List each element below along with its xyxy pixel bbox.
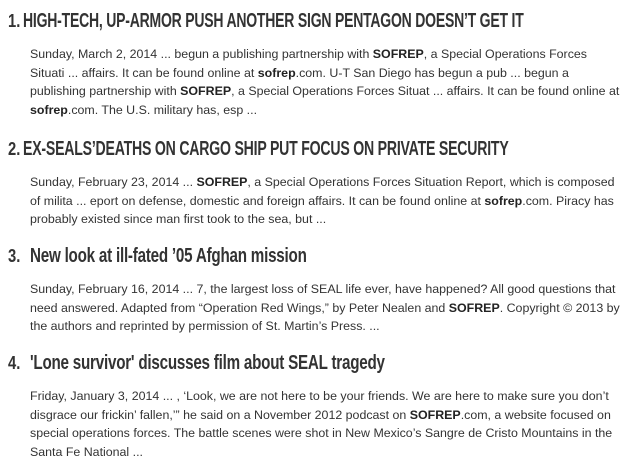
snippet-keyword: SOFREP xyxy=(372,47,424,61)
result-title-link[interactable]: New look at ill-fated ’05 Afghan mission xyxy=(30,245,307,267)
snippet-keyword: sofrep xyxy=(484,193,523,208)
result-title-row xyxy=(8,10,622,40)
result-title-row xyxy=(8,245,622,275)
snippet-text: .com. U-T San Diego has begun a pub ... begun a publishing partnership with xyxy=(30,65,569,98)
result-number: 2. xyxy=(8,139,21,159)
search-result xyxy=(8,352,622,461)
result-title-row xyxy=(8,352,622,382)
search-result xyxy=(8,10,622,119)
snippet-keyword: sofrep xyxy=(257,65,296,80)
search-result xyxy=(8,245,622,336)
result-number: 3. xyxy=(8,246,21,266)
result-number: 4. xyxy=(8,353,21,373)
result-title-row xyxy=(8,138,622,168)
snippet-text: Sunday, February 16, 2014 ... 7, the largest loss of SEAL life ever, have happened? All good questions that need answered. Adapted from “Operation Red Wings,” by Peter Nealen and xyxy=(30,282,616,315)
snippet-text: , a Special Operations Forces Situation Report, which is composed of milita ... eport on defense, domestic and foreign affairs. It can be found online at xyxy=(30,175,615,208)
snippet-keyword: SOFREP xyxy=(196,175,248,189)
snippet-text: .com, a website focused on special operations forces. The battle scenes were shot in New Mexico’s Sangre de Cristo Mountains in the Santa Fe National ... xyxy=(30,407,613,459)
result-snippet xyxy=(30,280,622,336)
snippet-text: Friday, January 3, 2014 ... , ‘Look, we are not here to be your friends. We are here to make sure you don’t disgrace our frickin’ fallen,’” he said on a November 2012 podcast on xyxy=(30,389,609,422)
snippet-keyword: SOFREP xyxy=(409,407,461,422)
snippet-text: Sunday, February 23, 2014 ... xyxy=(30,175,197,189)
result-title-link[interactable]: HIGH-TECH, UP-ARMOR PUSH ANOTHER SIGN PENTAGON DOESN’T GET IT xyxy=(23,10,524,32)
snippet-keyword: SOFREP xyxy=(180,84,232,98)
snippet-text: Sunday, March 2, 2014 ... begun a publishing partnership with xyxy=(30,47,373,61)
snippet-text: . Copyright © 2013 by the authors and reprinted by permission of St. Martin’s Press. ... xyxy=(30,300,620,333)
snippet-text: , a Special Operations Forces Situati ... affairs. It can be found online at xyxy=(30,47,587,80)
snippet-text: , a Special Operations Forces Situat ... affairs. It can be found online at xyxy=(231,84,620,98)
snippet-keyword: SOFREP xyxy=(448,300,500,315)
result-number: 1. xyxy=(8,11,21,31)
snippet-text: .com. The U.S. military has, esp ... xyxy=(67,102,258,117)
result-title-link[interactable]: 'Lone survivor' discusses film about SEAL tragedy xyxy=(30,352,385,374)
snippet-keyword: sofrep xyxy=(30,102,68,117)
result-snippet xyxy=(30,45,622,119)
snippet-text: .com. Piracy has probably existed since man first took to the sea, but ... xyxy=(30,193,614,226)
result-snippet xyxy=(30,173,622,229)
search-result xyxy=(8,138,622,229)
result-snippet xyxy=(30,387,622,461)
result-title-link[interactable]: EX-SEALS’DEATHS ON CARGO SHIP PUT FOCUS ON PRIVATE SECURITY xyxy=(23,138,509,160)
